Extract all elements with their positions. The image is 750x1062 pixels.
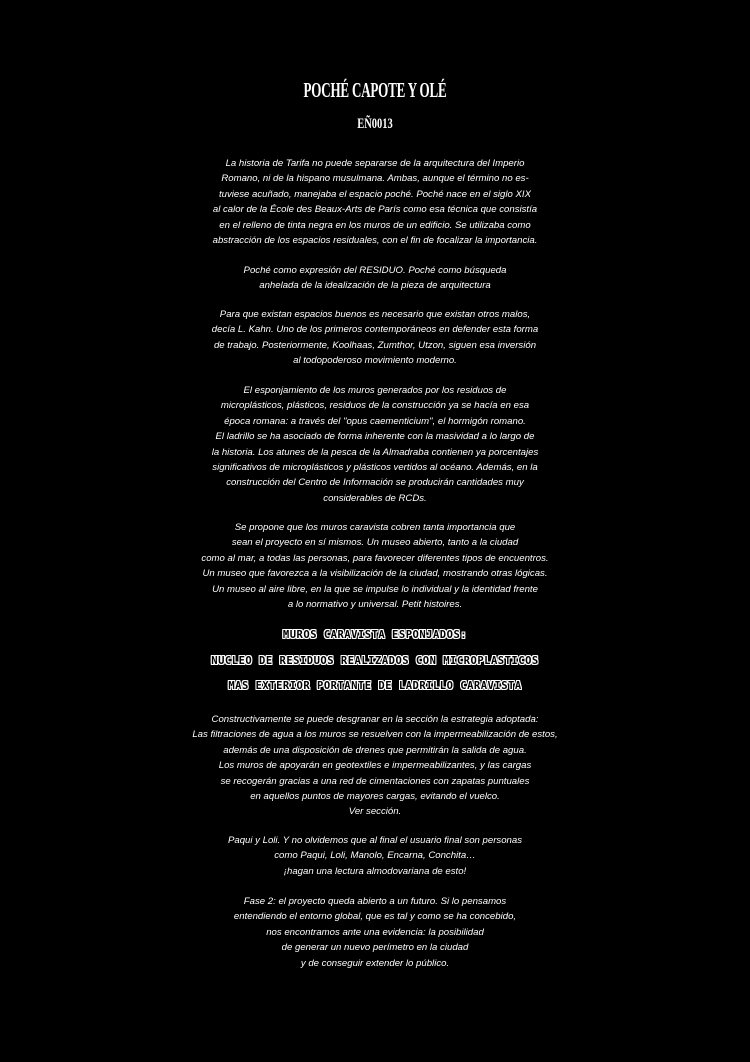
paragraph-history: La historia de Tarifa no puede separarse de la arquitectura del Imperio Romano, ni de la hispano musulmana. Ambas, aunque el término no es- tuviese acuñado, manejaba el espacio poché. Poché nace en el siglo XIX al calor de la École des Beaux-Arts de París como esa técnica que consistía en el relleno de tinta negra en los muros de un edificio. Se utilizaba como abstracción de los espacios residuales, con el fin de focalizar la importancia. xyxy=(212,158,538,247)
paragraph-residue: Poché como expresión del RESIDUO. Poché como búsqueda anhelada de la idealización de la pieza de arquitectura xyxy=(243,265,507,292)
paragraph-paqui-loli: Paqui y Loli. Y no olvidemos que al final el usuario final son personas como Paqui, Loli, Manolo, Encarna, Conchita… ¡hagan una lectura almodovariana de esto! xyxy=(227,835,523,877)
paragraph-fase-2: Fase 2: el proyecto queda abierto a un futuro. Si lo pensamos entendiendo el entorno global, que es tal y como se ha concebido, nos encontramos ante una evidencia: la posibilidad de generar un nuevo perímetro en la ciudad y de conseguir extender lo público. xyxy=(233,896,517,969)
headline-muros: MUROS CARAVISTA ESPONJADOS: xyxy=(282,629,468,641)
page-title: POCHÉ CAPOTE Y OLÉ xyxy=(303,78,447,102)
paragraph-esponjamiento: El esponjamiento de los muros generados por los residuos de microplásticos, plásticos, residuos de la construcción ya se hacía en esa época romana: a través del "opus caementicium", el hormigón romano. El ladrillo se ha asociado de forma inherente con la masividad a lo largo de la historia. Los atunes de la pesca de la Almadraba contienen ya porcentajes significativos de microplásticos y plásticos vertidos al océano. Además, en la construcción del Centro de Información se producirán cantidades muy considerables de RCDs. xyxy=(211,385,539,504)
headline-nucleo: NUCLEO DE RESIDUOS REALIZADOS CON MICROPLASTICOS xyxy=(211,655,539,667)
document-code: EÑ0013 xyxy=(357,116,393,132)
headline-exterior: MAS EXTERIOR PORTANTE DE LADRILLO CARAVISTA xyxy=(228,680,522,692)
paragraph-proposal: Se propone que los muros caravista cobren tanta importancia que sean el proyecto en sí mismos. Un museo abierto, tanto a la ciudad como al mar, a todas las personas, para favorecer diferentes tipos de encuentros. Un museo que favorezca a la visibilización de la ciudad, mostrando otras lógicas. Un museo al aire libre, en la que se impulse lo individual y la identidad frente a lo normativo y universal. Petit histoires. xyxy=(201,522,549,611)
paragraph-constructive: Constructivamente se puede desgranar en la sección la estrategia adoptada: Las filtraciones de agua a los muros se resuelven con la impermeabilización de estos, además de una disposición de drenes que permitirán la salida de agua. Los muros de apoyarán en geotextiles e impermeabilizantes, y las cargas se recogerán gracias a una red de cimentaciones con zapatas puntuales en aquellos puntos de mayores cargas, evitando el vuelco. Ver sección. xyxy=(192,714,558,818)
paragraph-kahn: Para que existan espacios buenos es necesario que existan otros malos, decía L. Kahn. Uno de los primeros contemporáneos en defender esta forma de trabajo. Posteriormente, Koolhaas, Zumthor, Utzon, siguen esa inversión al todopoderoso movimiento moderno. xyxy=(211,309,539,367)
